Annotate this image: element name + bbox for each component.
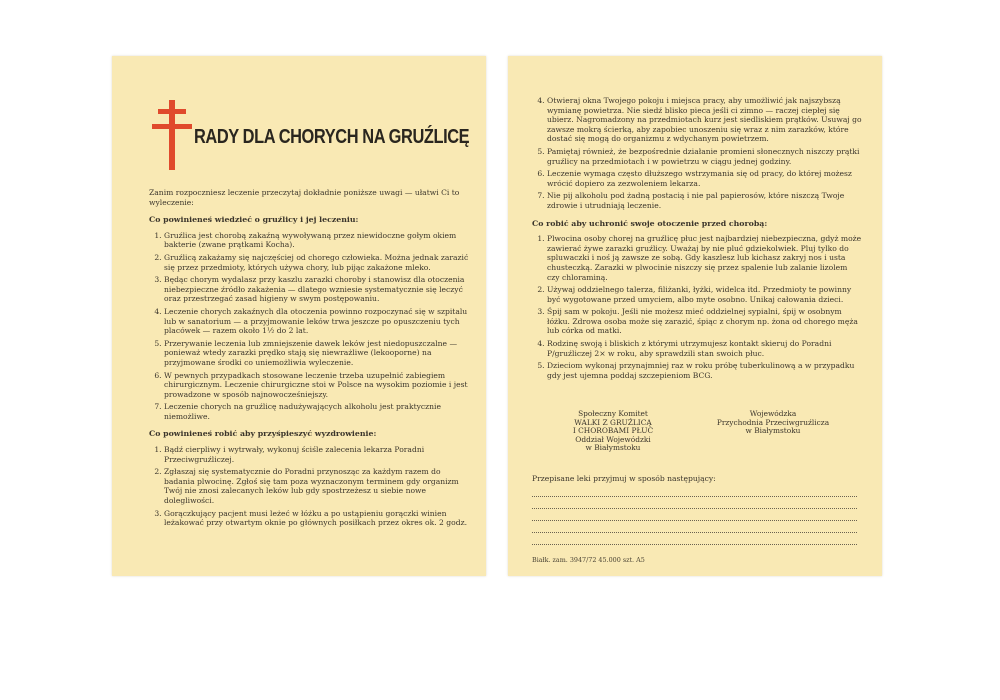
list-item: 3. Gorączkujący pacjent musi leżeć w łóżku a po ustąpieniu gorączki winien leżakować przy otwartym oknie po głównych posiłkach przez okres ok. 2 godz. [164,509,469,528]
signature-clinic [708,410,838,436]
medication-line [532,544,857,545]
medication-line [532,520,857,521]
list-item: 2. Używaj oddzielnego talerza, filiżanki, łyżki, widelca itd. Przedmioty te powinny być wygotowane przed umyciem, albo myte osobno. Unikaj całowania dzieci. [547,285,862,304]
intro-paragraph: Zanim rozpoczniesz leczenie przeczytaj dokładnie poniższe uwagi — ułatwi Ci to wyleczenie: [149,188,460,207]
list-item: 7. Leczenie chorych na gruźlicę nadużywających alkoholu jest praktycznie niemożliwe. [164,402,469,421]
recovery-list-continued [532,96,862,211]
list-item: 1. Gruźlica jest chorobą zakaźną wywoływaną przez niewidoczne gołym okiem bakterie (zwane prątkami Kocha). [164,231,469,250]
signature-line: Społeczny Komitet [578,409,648,418]
signature-committee [548,410,678,453]
signature-line: w Białymstoku [585,443,641,453]
knowledge-list [149,231,469,422]
list-item: 5. Dzieciom wykonaj przynajmniej raz w roku próbę tuberkulinową a w przypadku gdy jest ujemna poddaj szczepieniom BCG. [547,361,862,380]
signature-line: WALKI Z GRUŹLICĄ [574,417,652,427]
list-item: 2. Gruźlicą zakażamy się najczęściej od chorego człowieka. Można jednak zarazić się przez przedmioty, których używa chory, lub pijąc zakażone mleko. [164,253,469,272]
left-body [149,188,469,532]
section-heading-protection: Co robić aby uchronić swoje otoczenie przed chorobą: [532,218,768,228]
leaflet-page-left [112,56,486,576]
list-item: 5. Pamiętaj również, że bezpośrednie działanie promieni słonecznych niszczy prątki gruźlicy na przedmiotach i w powietrzu w ciągu jednej godziny. [547,147,862,166]
list-item: 3. Śpij sam w pokoju. Jeśli nie możesz mieć oddzielnej sypialni, śpij w osobnym łóżku. Zdrowa osoba może się zarazić, śpiąc z chorym np. żona od chorego męża lub córka od matki. [547,307,862,336]
medication-line [532,508,857,509]
list-item: 6. Leczenie wymaga często dłuższego wstrzymania się od pracy, do której możesz wrócić dopiero za zezwoleniem lekarza. [547,169,862,188]
medication-line [532,496,857,497]
lorraine-cross-icon [152,100,192,170]
protection-list [532,234,862,380]
list-item: 7. Nie pij alkoholu pod żadną postacią i nie pal papierosów, które niszczą Twoje zdrowie i utrudniają leczenie. [547,191,862,210]
list-item: 6. W pewnych przypadkach stosowane leczenie trzeba uzupełnić zabiegiem chirurgicznym. Leczenie chirurgiczne stoi w Polsce na wysokim poziomie i jest prowadzone w sposób najnowocześniejszy. [164,371,469,400]
print-info: Białk. zam. 3947/72 45.000 szt. A5 [532,556,645,564]
leaflet-page-right [508,56,882,576]
signature-line: Oddział Wojewódzki [575,434,651,444]
section-heading-recovery: Co powinieneś robić aby przyśpieszyć wyzdrowienie: [149,429,377,439]
recovery-list [149,445,469,528]
list-item: 4. Leczenie chorych zakaźnych dla otoczenia powinno rozpoczynać się w szpitalu lub w sanatorium — a przyjmowanie leków trwa jeszcze po opuszczeniu tych placówek — razem około 1½ do 2 lat. [164,307,469,336]
leaflet-title: RADY DLA CHORYCH NA GRUŹLICĘ [194,126,470,148]
right-body [532,96,862,384]
medication-label: Przepisane leki przyjmuj w sposób następujący: [532,474,716,483]
signature-line: Wojewódzka [749,409,797,418]
signature-line: I CHOROBAMI PŁUC [572,426,654,436]
section-heading-knowledge: Co powinieneś wiedzieć o gruźlicy i jej leczeniu: [149,215,359,225]
list-item: 4. Otwieraj okna Twojego pokoju i miejsca pracy, aby umożliwić jak najszybszą wymianę powietrza. Nie siedź blisko pieca jeśli ci zimno — raczej ciepłej się ubierz. Nagromadzony na przedmiotach kurz jest siedliskiem prątków. Usuwaj go zawsze mokrą ścierką, aby zapobiec unoszeniu się wraz z nim zarazków, które dostać się mogą do organizmu z wdychanym powietrzem. [547,96,862,144]
medication-line [532,532,857,533]
list-item: 5. Przerywanie leczenia lub zmniejszenie dawek leków jest niedopuszczalne — ponieważ wtedy zarazki prędko stają się niewrażliwe (lekooporne) na przyjmowane środki co uniemożliwia wyleczenie. [164,339,469,368]
list-item: 1. Bądź cierpliwy i wytrwały, wykonuj ściśle zalecenia lekarza Poradni Przeciwgruźliczej. [164,445,469,464]
list-item: 1. Plwocina osoby chorej na gruźlicę płuc jest najbardziej niebezpieczna, gdyż może zawierać żywe zarazki gruźlicy. Uważaj by nie pluć gdziekolwiek. Pluj tylko do spluwaczki i noś ją zawsze ze sobą. Gdy kaszlesz lub kichasz zakryj nos i usta chusteczką. Zarazki w plwocinie niszczy się przez spalenie lub zalanie lizolem czy chloraminą. [547,234,862,282]
list-item: 4. Rodzinę swoją i bliskich z którymi utrzymujesz kontakt skieruj do Poradni P/gruźliczej 2× w roku, aby sprawdzili stan swoich płuc. [547,339,862,358]
signature-line: Przychodnia Przeciwgruźlicza [716,417,830,427]
signature-line: w Białymstoku [745,426,801,436]
list-item: 2. Zgłaszaj się systematycznie do Poradni przynosząc za każdym razem do badania plwocinę. Zgłoś się tam poza wyznaczonym terminem gdy organizm Twój nie znosi zalecanych leków lub gdy spostrzeżesz u siebie nowe dolegliwości. [164,467,469,505]
list-item: 3. Będąc chorym wydalasz przy kaszlu zarazki choroby i stanowisz dla otoczenia niebezpieczne źródło zakażenia — dlatego wzniesie systematycznie się leczyć oraz przestrzegać zasad higieny w swym postępowaniu. [164,275,469,304]
